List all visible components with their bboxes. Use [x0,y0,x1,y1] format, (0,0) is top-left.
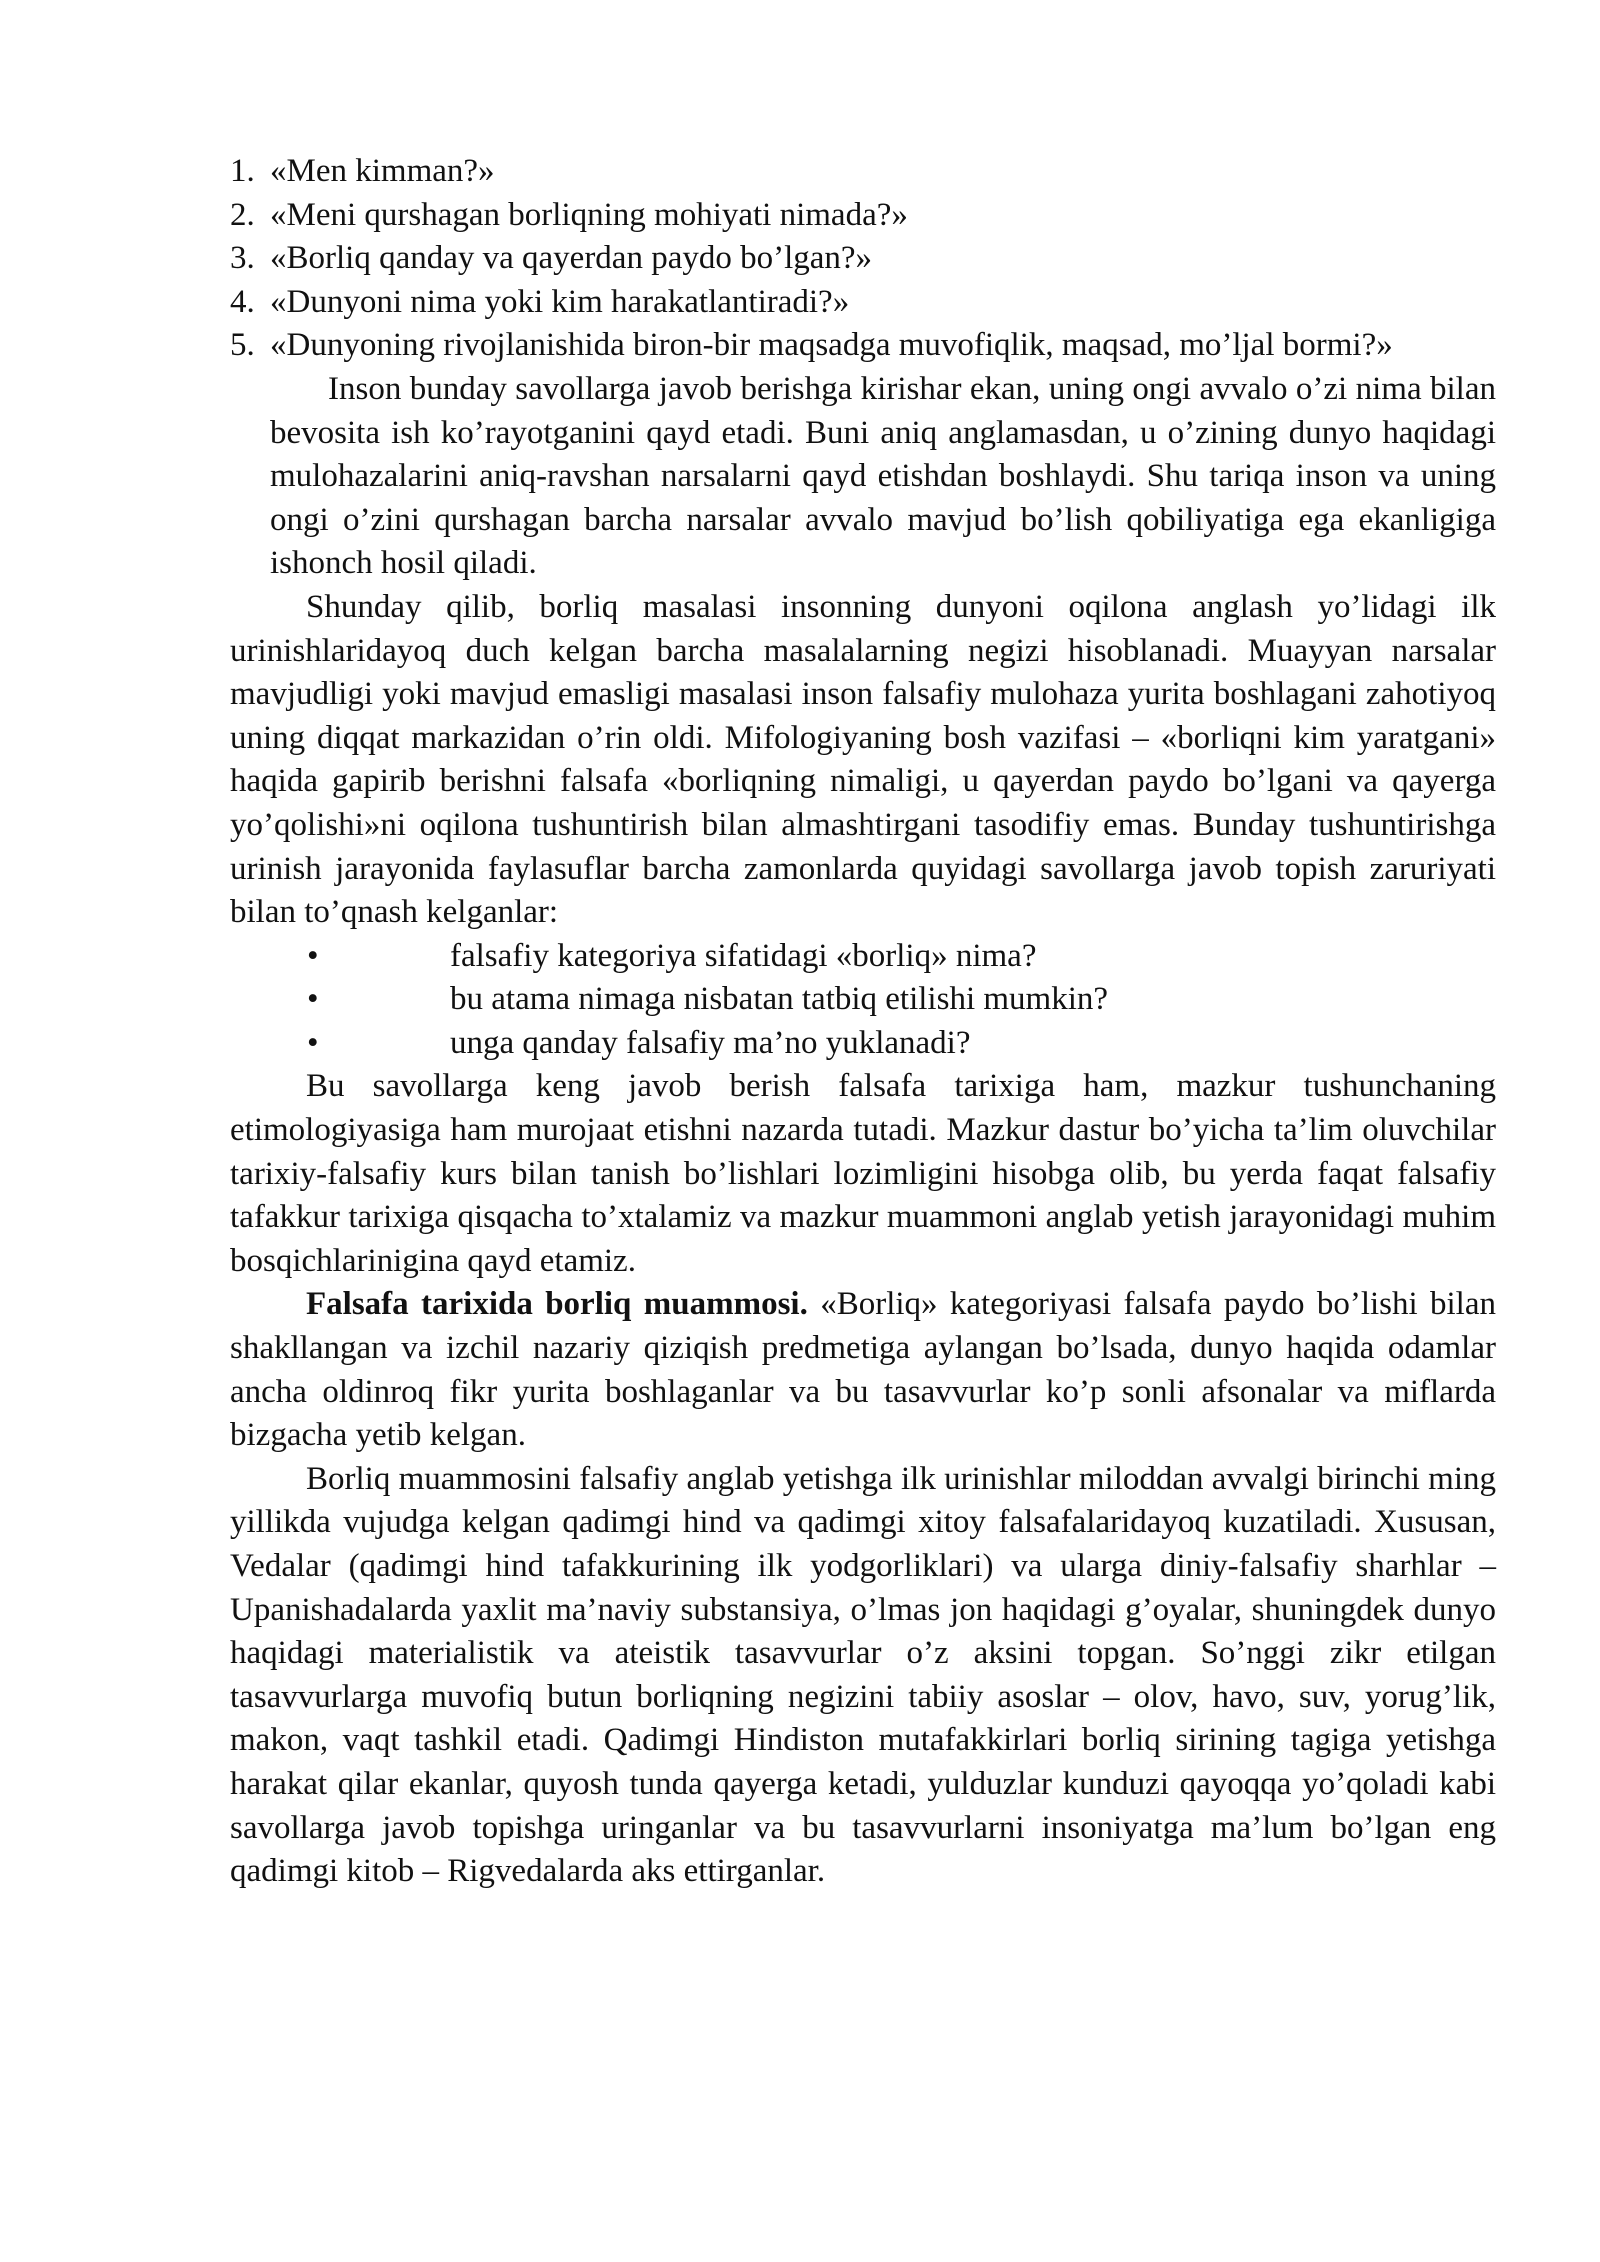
bullet-text: falsafiy kategoriya sifatidagi «borliq» nima? [450,937,1037,974]
paragraph-savollarga-javob: Bu savollarga keng javob berish falsafa tarixiga ham, mazkur tushunchaning etimologiyasiga ham murojaat etishni nazarda tutadi. Mazkur dastur bo’yicha ta’lim oluvchilar tarixiy-falsafiy kurs bilan tanish bo’lishlari lozimligini hisobga olib, bu yerda faqat falsafiy tafakkur tarixiga qisqacha to’xtalamiz va mazkur muammoni anglab yetish jarayonidagi muhim bosqichlarinigina qayd etamiz. [230,1068,1496,1279]
list-item [230,237,1496,281]
list-item-text: «Meni qurshagan borliqning mohiyati nimada?» [270,196,908,233]
numbered-question-list [230,150,1496,368]
paragraph-falsafa-tarixi [230,1283,1496,1457]
bullet-text: bu atama nimaga nisbatan tatbiq etilishi mumkin? [450,981,1109,1018]
paragraph-borliq-masalasi: Shunday qilib, borliq masalasi insonning dunyoni oqilona anglash yo’lidagi ilk urinishlaridayoq duch kelgan barcha masalalarning negizi hisoblanadi. Muayyan narsalar mavjudligi yoki mavjud emasligi masalasi inson falsafiy mulohaza yurita boshlagani zahotiyoq uning diqqat markazidan o’rin oldi. Mifologiyaning bosh vazifasi – «borliqni kim yaratgani» haqida gapirib berishni falsafa «borliqning nimaligi, u qayerdan paydo bo’lgani va qayerga yo’qolishi»ni oqilona tushuntirish bilan almashtirgani tasodifiy emas. Bunday tushuntirishga urinish jarayonida faylasuflar barcha zamonlarda quyidagi savollarga javob topish zaruriyati bilan to’qnash kelganlar: [230,588,1496,931]
bullet-icon: • [307,937,319,974]
bullet-icon: • [307,1024,319,1061]
list-number: 3. [230,240,255,277]
list-item-text: «Dunyoni nima yoki kim harakatlantiradi?» [270,283,850,320]
bullet-item [230,978,1496,1022]
list-item [230,150,1496,194]
list-item-text: «Dunyoning rivojlanishida biron-bir maqsadga muvofiqlik, maqsad, mo’ljal bormi?» [270,327,1393,364]
list-item [230,194,1496,238]
list-number: 5. [230,327,255,364]
list-item-text: «Borliq qanday va qayerdan paydo bo’lgan?» [270,240,873,277]
paragraph-qadimgi-hind: Borliq muammosini falsafiy anglab yetishga ilk urinishlar miloddan avvalgi birinchi ming yillikda vujudga kelgan qadimgi hind va qadimgi xitoy falsafalaridayoq kuzatiladi. Xususan, Vedalar (qadimgi hind tafakkurining ilk yodgorliklari) va ularga diniy-falsafiy sharhlar – Upanishadalarda yaxlit ma’naviy substansiya, o’lmas jon haqidagi g’oyalar, shuningdek dunyo haqidagi materialistik va ateistik tasavvurlar o’z aksini topgan. So’nggi zikr etilgan tasavvurlarga muvofiq butun borliqning negizini tabiiy asoslar – olov, havo, suv, yorug’lik, makon, vaqt tashkil etadi. Qadimgi Hindiston mutafakkirlari borliq sirining tagiga yetishga harakat qilar ekanlar, quyosh tunda qayerga ketadi, yulduzlar kunduzi qayoqqa yo’qoladi kabi savollarga javob topishga uringanlar va bu tasavvurlarni insoniyatga ma’lum bo’lgan eng qadimgi kitob – Rigvedalarda aks ettirganlar. [230,1460,1496,1890]
paragraph-text: «Borliq» kategoriyasi falsafa paydo bo’lishi bilan shakllangan va izchil nazariy qiziqish predmetiga aylangan bo’lsada, dunyo haqida odamlar ancha oldinroq fikr yurita boshlaganlar va bu tasavvurlar ko’p sonli afsonalar va miflarda bizgacha yetib kelgan. [230,1286,1497,1454]
bullet-text: unga qanday falsafiy ma’no yuklanadi? [450,1024,971,1061]
list-number: 2. [230,196,255,233]
document-page [230,150,1496,1894]
bullet-item [230,935,1496,979]
list-number: 1. [230,153,255,189]
list-item-text: «Men kimman?» [270,153,495,189]
bullet-item [230,1022,1496,1066]
bullet-question-list [230,935,1496,1066]
section-heading: Falsafa tarixida borliq muammosi. [306,1286,808,1323]
list-number: 4. [230,283,255,320]
bullet-icon: • [307,981,319,1018]
list-item [230,324,1496,368]
paragraph-inset: Inson bunday savollarga javob berishga kirishar ekan, uning ongi avvalo o’zi nima bilan bevosita ish ko’rayotganini qayd etadi. Buni aniq anglamasdan, u o’zining dunyo haqidagi mulohazalarini aniq-ravshan narsalarni qayd etishdan boshlaydi. Shu tariqa inson va uning ongi o’zini qurshagan barcha narsalar avvalo mavjud bo’lish qobiliyatiga ega ekanligiga ishonch hosil qiladi. [270,370,1496,582]
list-item [230,281,1496,325]
